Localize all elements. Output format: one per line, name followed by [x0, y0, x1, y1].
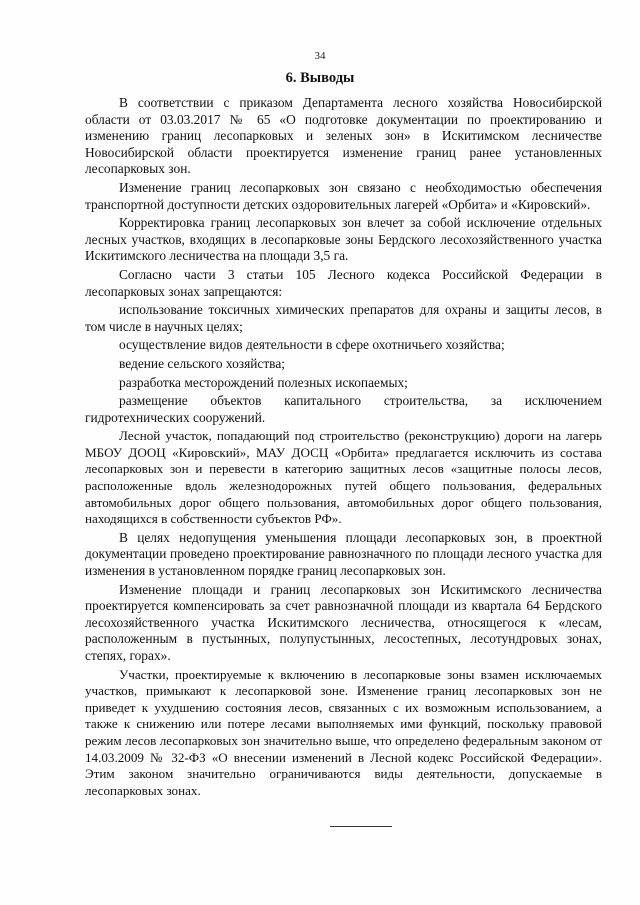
paragraph-1: В соответствии с приказом Департамента лесного хозяйства Новосибирской области от 03.03.2017 № 65 «О подготовке документации по проектированию и изменению границ лесопарковых и зеленых зон» в Искитимском лесничестве Новосибирской области проектируется изменение границ ранее установленных лесопарковых зон. — [85, 95, 602, 177]
prohibition-item-3: ведение сельского хозяйства; — [119, 355, 285, 371]
prohibition-item-4: разработка месторождений полезных ископаемых; — [119, 374, 408, 390]
paragraph-7: Изменение площади и границ лесопарковых зон Искитимского лесничества проектируется компенсировать за счет равнозначной площади из квартала 64 Бердского лесохозяйственного участка Искитимского лесничества, относящегося к «лесам, расположенным в пустынных, полупустынных, лесостепных, лесотундровых зонах, степях, горах». — [85, 581, 602, 663]
paragraph-4: Согласно части 3 статьи 105 Лесного кодекса Российской Федерации в лесопарковых зонах запрещаются: — [85, 266, 602, 299]
body-text — [85, 95, 602, 801]
paragraph-8: Участки, проектируемые к включению в лесопарковые зоны взамен исключаемых участков, примыкают к лесопарковой зоне. Изменение границ лесопарковых зон не приведет к ухудшению состояния лесов, связанных с их возможным использованием, а также к снижению или потере лесами выполняемых ими функций, поскольку правовой режим лесов лесопарковых зон значительно выше, что определено федеральным законом от 14.03.2009 № 32-ФЗ «О внесении изменений в Лесной кодекс Российской Федерации». Этим законом значительно ограничиваются виды деятельности, допускаемые в лесопарковых зонах. — [85, 666, 602, 798]
closing-rule — [330, 826, 392, 827]
paragraph-2: Изменение границ лесопарковых зон связано с необходимостью обеспечения транспортной доступности детских оздоровительных лагерей «Орбита» и «Кировский». — [85, 179, 602, 212]
paragraph-3: Корректировка границ лесопарковых зон влечет за собой исключение отдельных лесных участков, входящих в лесопарковые зоны Бердского лесохозяйственного участка Искитимского лесничества на площади 3,5 га. — [85, 215, 602, 264]
prohibition-item-5: размещение объектов капитального строительства, за исключением гидротехнических сооружений. — [85, 393, 602, 425]
prohibition-item-1: использование токсичных химических препаратов для охраны и защиты лесов, в том числе в научных целях; — [85, 302, 602, 334]
section-heading: 6. Выводы — [285, 70, 355, 86]
prohibition-item-2: осуществление видов деятельности в сфере охотничьего хозяйства; — [119, 337, 505, 353]
paragraph-6: В целях недопущения уменьшения площади лесопарковых зон, в проектной документации проведено проектирование равнозначного по площади лесного участка для изменения в установленном порядке границ лесопарковых зон. — [85, 529, 602, 579]
paragraph-5: Лесной участок, попадающий под строительство (реконструкцию) дороги на лагерь МБОУ ДООЦ «Кировский», МАУ ДОСЦ «Орбита» предлагается исключить из состава лесопарковых зон и перевести в категорию защитных лесов «защитные полосы лесов, расположенные вдоль железнодорожных путей общего пользования, федеральных автомобильных дорог общего пользования, автомобильных дорог общего пользования, находящихся в собственности субъектов РФ». — [85, 428, 602, 527]
page-number: 34 — [314, 50, 326, 62]
